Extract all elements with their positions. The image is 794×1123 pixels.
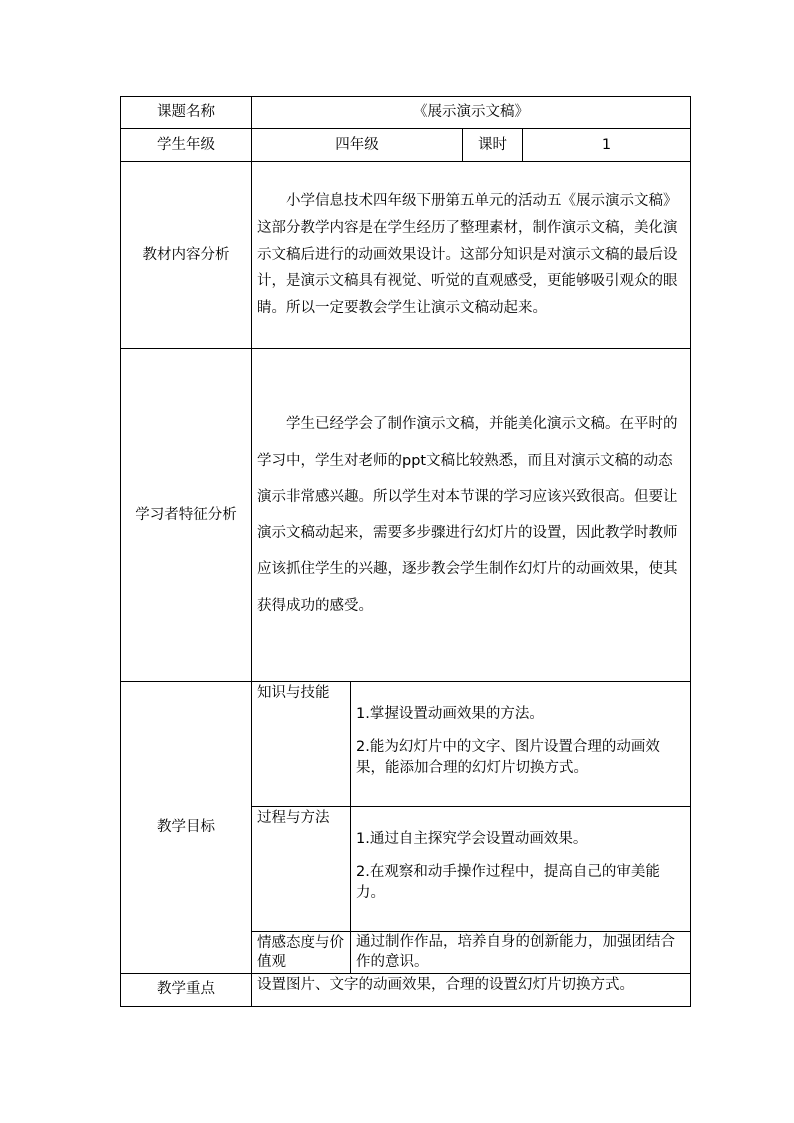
key-point-text: 设置图片、文字的动画效果，合理的设置幻灯片切换方式。 xyxy=(252,973,691,1006)
process-label: 过程与方法 xyxy=(252,807,351,932)
process-item-2: 2.在观察和动手操作过程中，提高自己的审美能力。 xyxy=(356,864,660,902)
title-row xyxy=(121,97,691,129)
content-analysis-text: 小学信息技术四年级下册第五单元的活动五《展示演示文稿》这部分教学内容是在学生经历了整理素材，制作演示文稿，美化演示文稿后进行的动画效果设计。这部分知识是对演示文稿的最后设计，是演示文稿具有视觉、听觉的直观感受，更能够吸引观众的眼睛。所以一定要教会学生让演示文稿动起来。 xyxy=(257,192,678,317)
key-point-row xyxy=(121,973,691,1006)
objectives-label: 教学目标 xyxy=(121,682,252,974)
period-label: 课时 xyxy=(463,129,523,162)
objective-knowledge-row xyxy=(121,682,691,807)
emotion-label: 情感态度与价值观 xyxy=(252,932,351,974)
key-point-label: 教学重点 xyxy=(121,973,252,1006)
knowledge-label: 知识与技能 xyxy=(252,682,351,807)
period-value: 1 xyxy=(523,129,691,162)
learner-analysis-label: 学习者特征分析 xyxy=(121,349,252,682)
title-value: 《展示演示文稿》 xyxy=(252,97,691,129)
process-item-1: 1.通过自主探究学会设置动画效果。 xyxy=(356,831,588,847)
emotion-text: 通过制作作品，培养自身的创新能力，加强团结合作的意识。 xyxy=(351,932,691,974)
content-analysis-cell xyxy=(252,162,691,349)
content-analysis-row xyxy=(121,162,691,349)
process-content xyxy=(351,807,691,932)
grade-row xyxy=(121,129,691,162)
content-analysis-label: 教材内容分析 xyxy=(121,162,252,349)
knowledge-item-1: 1.掌握设置动画效果的方法。 xyxy=(356,706,544,722)
learner-analysis-text: 学生已经学会了制作演示文稿，并能美化演示文稿。在平时的学习中，学生对老师的ppt文稿比较熟悉，而且对演示文稿的动态演示非常感兴趣。所以学生对本节课的学习应该兴致很高。但要让演示文稿动起来，需要多步骤进行幻灯片的设置，因此教学时教师应该抓住学生的兴趣，逐步教会学生制作幻灯片的动画效果，使其获得成功的感受。 xyxy=(257,416,678,614)
lesson-plan-page xyxy=(120,96,690,1007)
title-label: 课题名称 xyxy=(121,97,252,129)
knowledge-content xyxy=(351,682,691,807)
learner-analysis-row xyxy=(121,349,691,682)
grade-label: 学生年级 xyxy=(121,129,252,162)
knowledge-item-2: 2.能为幻灯片中的文字、图片设置合理的动画效果，能添加合理的幻灯片切换方式。 xyxy=(356,739,660,777)
grade-value: 四年级 xyxy=(252,129,463,162)
lesson-plan-table xyxy=(120,96,691,1007)
learner-analysis-cell xyxy=(252,349,691,682)
